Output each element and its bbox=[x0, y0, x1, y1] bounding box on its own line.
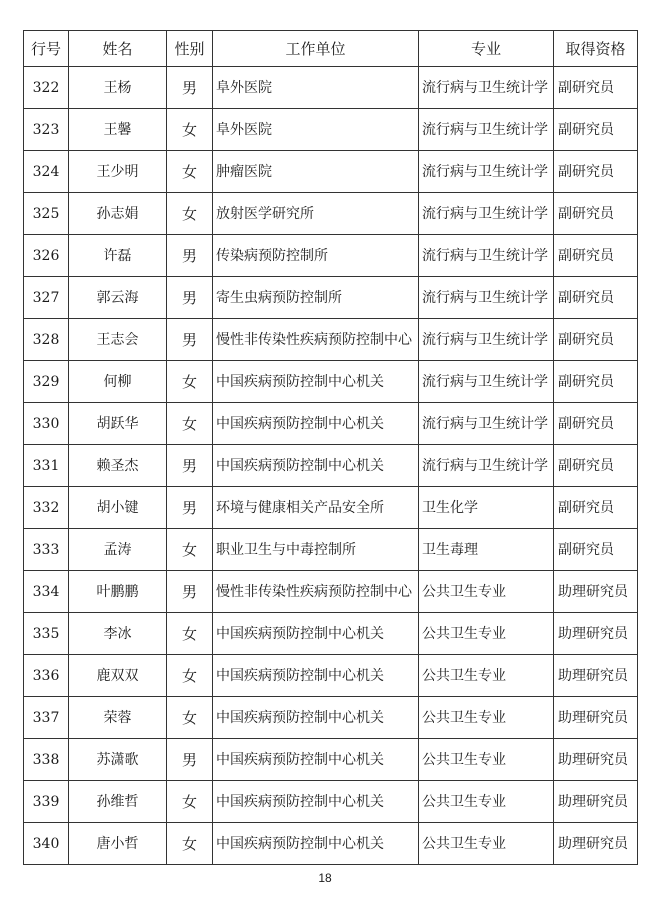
name-cell: 许磊 bbox=[69, 235, 167, 277]
table-row bbox=[24, 781, 638, 823]
qualification-cell: 副研究员 bbox=[554, 109, 638, 151]
qualification-cell: 副研究员 bbox=[554, 529, 638, 571]
name-cell: 胡跃华 bbox=[69, 403, 167, 445]
sex-cell: 男 bbox=[167, 487, 213, 529]
row-number-cell: 327 bbox=[24, 277, 69, 319]
header-name: 姓名 bbox=[69, 31, 167, 67]
qualification-table-container bbox=[23, 30, 638, 865]
work-unit-cell: 中国疾病预防控制中心机关 bbox=[213, 655, 419, 697]
name-cell: 郭云海 bbox=[69, 277, 167, 319]
header-row bbox=[24, 31, 638, 67]
major-cell: 流行病与卫生统计学 bbox=[419, 361, 554, 403]
work-unit-cell: 中国疾病预防控制中心机关 bbox=[213, 781, 419, 823]
qualification-cell: 助理研究员 bbox=[554, 613, 638, 655]
table-body bbox=[24, 67, 638, 865]
work-unit-cell: 中国疾病预防控制中心机关 bbox=[213, 445, 419, 487]
major-cell: 公共卫生专业 bbox=[419, 571, 554, 613]
name-cell: 王杨 bbox=[69, 67, 167, 109]
work-unit-cell: 中国疾病预防控制中心机关 bbox=[213, 613, 419, 655]
table-row bbox=[24, 823, 638, 865]
sex-cell: 女 bbox=[167, 109, 213, 151]
work-unit-cell: 中国疾病预防控制中心机关 bbox=[213, 403, 419, 445]
major-cell: 公共卫生专业 bbox=[419, 613, 554, 655]
row-number-cell: 331 bbox=[24, 445, 69, 487]
row-number-cell: 340 bbox=[24, 823, 69, 865]
name-cell: 苏潇歌 bbox=[69, 739, 167, 781]
row-number-cell: 338 bbox=[24, 739, 69, 781]
qualification-cell: 副研究员 bbox=[554, 193, 638, 235]
table-row bbox=[24, 193, 638, 235]
work-unit-cell: 阜外医院 bbox=[213, 67, 419, 109]
table-row bbox=[24, 445, 638, 487]
qualification-cell: 副研究员 bbox=[554, 151, 638, 193]
work-unit-cell: 慢性非传染性疾病预防控制中心 bbox=[213, 319, 419, 361]
name-cell: 何柳 bbox=[69, 361, 167, 403]
table-row bbox=[24, 655, 638, 697]
work-unit-cell: 肿瘤医院 bbox=[213, 151, 419, 193]
qualification-cell: 助理研究员 bbox=[554, 655, 638, 697]
qualification-cell: 助理研究员 bbox=[554, 823, 638, 865]
table-row bbox=[24, 361, 638, 403]
qualification-cell: 助理研究员 bbox=[554, 739, 638, 781]
major-cell: 流行病与卫生统计学 bbox=[419, 193, 554, 235]
qualification-table bbox=[23, 30, 638, 865]
sex-cell: 男 bbox=[167, 445, 213, 487]
qualification-cell: 副研究员 bbox=[554, 361, 638, 403]
table-row bbox=[24, 697, 638, 739]
row-number-cell: 324 bbox=[24, 151, 69, 193]
work-unit-cell: 中国疾病预防控制中心机关 bbox=[213, 823, 419, 865]
qualification-cell: 助理研究员 bbox=[554, 697, 638, 739]
major-cell: 公共卫生专业 bbox=[419, 697, 554, 739]
work-unit-cell: 慢性非传染性疾病预防控制中心 bbox=[213, 571, 419, 613]
sex-cell: 女 bbox=[167, 151, 213, 193]
sex-cell: 女 bbox=[167, 403, 213, 445]
table-row bbox=[24, 403, 638, 445]
qualification-cell: 副研究员 bbox=[554, 67, 638, 109]
name-cell: 王志会 bbox=[69, 319, 167, 361]
major-cell: 流行病与卫生统计学 bbox=[419, 67, 554, 109]
header-qualification: 取得资格 bbox=[554, 31, 638, 67]
row-number-cell: 334 bbox=[24, 571, 69, 613]
name-cell: 李冰 bbox=[69, 613, 167, 655]
sex-cell: 女 bbox=[167, 823, 213, 865]
work-unit-cell: 放射医学研究所 bbox=[213, 193, 419, 235]
row-number-cell: 322 bbox=[24, 67, 69, 109]
row-number-cell: 335 bbox=[24, 613, 69, 655]
major-cell: 流行病与卫生统计学 bbox=[419, 403, 554, 445]
major-cell: 卫生毒理 bbox=[419, 529, 554, 571]
row-number-cell: 337 bbox=[24, 697, 69, 739]
sex-cell: 女 bbox=[167, 193, 213, 235]
name-cell: 王馨 bbox=[69, 109, 167, 151]
sex-cell: 男 bbox=[167, 235, 213, 277]
sex-cell: 男 bbox=[167, 571, 213, 613]
row-number-cell: 325 bbox=[24, 193, 69, 235]
table-row bbox=[24, 151, 638, 193]
work-unit-cell: 中国疾病预防控制中心机关 bbox=[213, 739, 419, 781]
major-cell: 流行病与卫生统计学 bbox=[419, 277, 554, 319]
name-cell: 孙维哲 bbox=[69, 781, 167, 823]
major-cell: 公共卫生专业 bbox=[419, 739, 554, 781]
work-unit-cell: 环境与健康相关产品安全所 bbox=[213, 487, 419, 529]
name-cell: 鹿双双 bbox=[69, 655, 167, 697]
work-unit-cell: 寄生虫病预防控制所 bbox=[213, 277, 419, 319]
qualification-cell: 助理研究员 bbox=[554, 781, 638, 823]
table-row bbox=[24, 109, 638, 151]
table-row bbox=[24, 613, 638, 655]
qualification-cell: 副研究员 bbox=[554, 319, 638, 361]
name-cell: 唐小哲 bbox=[69, 823, 167, 865]
row-number-cell: 330 bbox=[24, 403, 69, 445]
row-number-cell: 333 bbox=[24, 529, 69, 571]
name-cell: 赖圣杰 bbox=[69, 445, 167, 487]
row-number-cell: 326 bbox=[24, 235, 69, 277]
sex-cell: 女 bbox=[167, 655, 213, 697]
work-unit-cell: 中国疾病预防控制中心机关 bbox=[213, 361, 419, 403]
qualification-cell: 副研究员 bbox=[554, 277, 638, 319]
header-row-number: 行号 bbox=[24, 31, 69, 67]
row-number-cell: 323 bbox=[24, 109, 69, 151]
table-row bbox=[24, 739, 638, 781]
qualification-cell: 副研究员 bbox=[554, 445, 638, 487]
qualification-cell: 副研究员 bbox=[554, 487, 638, 529]
work-unit-cell: 阜外医院 bbox=[213, 109, 419, 151]
header-major: 专业 bbox=[419, 31, 554, 67]
qualification-cell: 副研究员 bbox=[554, 403, 638, 445]
table-row bbox=[24, 487, 638, 529]
name-cell: 孟涛 bbox=[69, 529, 167, 571]
table-row bbox=[24, 319, 638, 361]
row-number-cell: 328 bbox=[24, 319, 69, 361]
major-cell: 公共卫生专业 bbox=[419, 823, 554, 865]
table-row bbox=[24, 67, 638, 109]
name-cell: 胡小键 bbox=[69, 487, 167, 529]
row-number-cell: 339 bbox=[24, 781, 69, 823]
row-number-cell: 332 bbox=[24, 487, 69, 529]
major-cell: 流行病与卫生统计学 bbox=[419, 151, 554, 193]
table-row bbox=[24, 571, 638, 613]
major-cell: 流行病与卫生统计学 bbox=[419, 235, 554, 277]
sex-cell: 女 bbox=[167, 781, 213, 823]
name-cell: 叶鹏鹏 bbox=[69, 571, 167, 613]
row-number-cell: 329 bbox=[24, 361, 69, 403]
sex-cell: 男 bbox=[167, 739, 213, 781]
row-number-cell: 336 bbox=[24, 655, 69, 697]
qualification-cell: 副研究员 bbox=[554, 235, 638, 277]
sex-cell: 男 bbox=[167, 277, 213, 319]
sex-cell: 女 bbox=[167, 361, 213, 403]
name-cell: 荣蓉 bbox=[69, 697, 167, 739]
sex-cell: 男 bbox=[167, 67, 213, 109]
major-cell: 卫生化学 bbox=[419, 487, 554, 529]
table-row bbox=[24, 235, 638, 277]
major-cell: 公共卫生专业 bbox=[419, 781, 554, 823]
major-cell: 公共卫生专业 bbox=[419, 655, 554, 697]
header-sex: 性别 bbox=[167, 31, 213, 67]
sex-cell: 女 bbox=[167, 697, 213, 739]
name-cell: 王少明 bbox=[69, 151, 167, 193]
qualification-cell: 助理研究员 bbox=[554, 571, 638, 613]
table-row bbox=[24, 529, 638, 571]
work-unit-cell: 传染病预防控制所 bbox=[213, 235, 419, 277]
name-cell: 孙志娟 bbox=[69, 193, 167, 235]
work-unit-cell: 中国疾病预防控制中心机关 bbox=[213, 697, 419, 739]
major-cell: 流行病与卫生统计学 bbox=[419, 445, 554, 487]
major-cell: 流行病与卫生统计学 bbox=[419, 109, 554, 151]
page-number: 18 bbox=[318, 871, 332, 885]
sex-cell: 男 bbox=[167, 319, 213, 361]
header-work-unit: 工作单位 bbox=[213, 31, 419, 67]
table-row bbox=[24, 277, 638, 319]
sex-cell: 女 bbox=[167, 529, 213, 571]
sex-cell: 女 bbox=[167, 613, 213, 655]
work-unit-cell: 职业卫生与中毒控制所 bbox=[213, 529, 419, 571]
major-cell: 流行病与卫生统计学 bbox=[419, 319, 554, 361]
